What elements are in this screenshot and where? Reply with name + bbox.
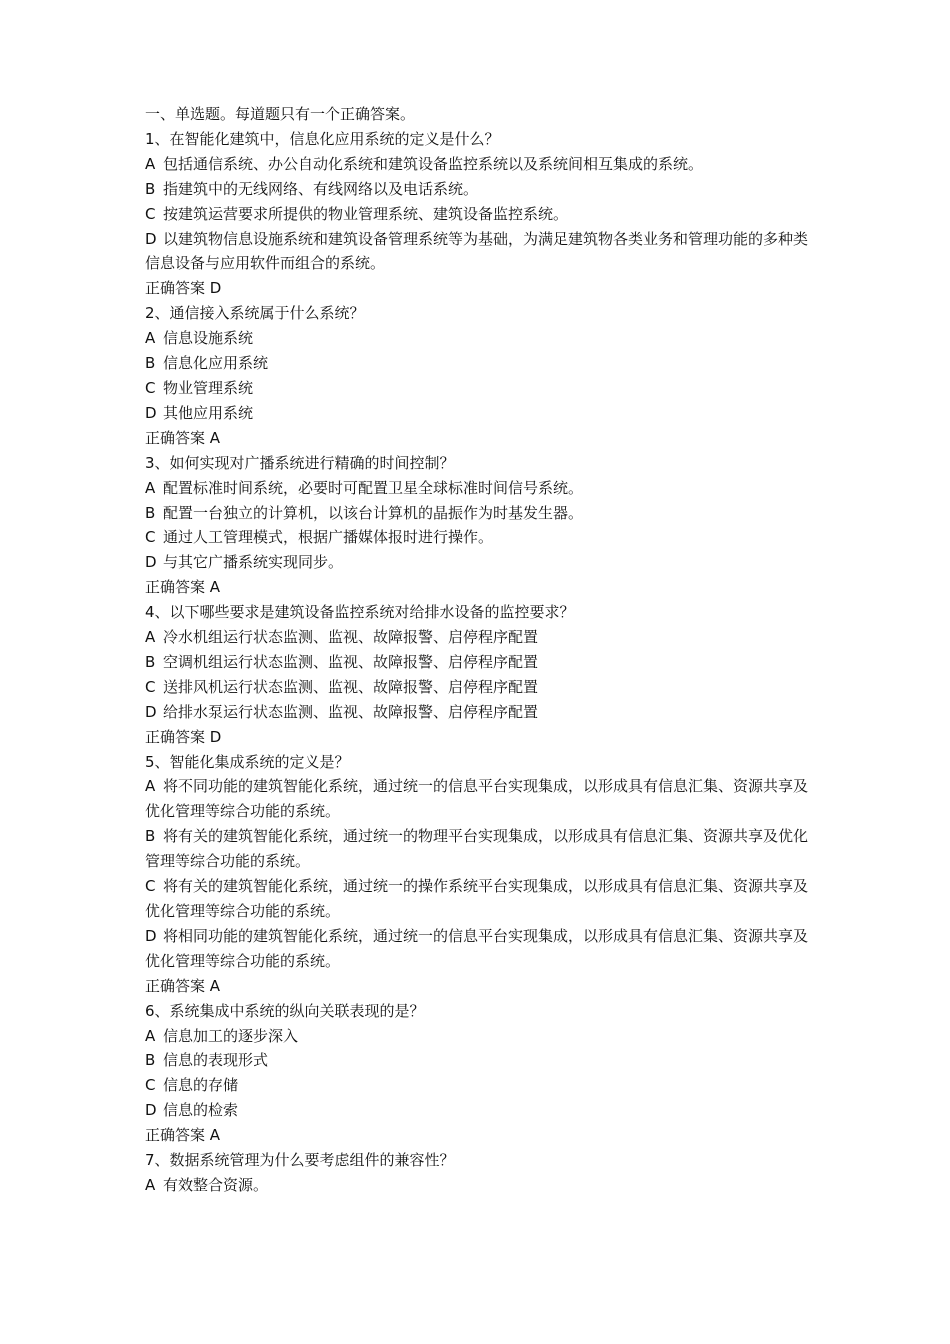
correct-answer-value: A: [209, 976, 221, 995]
correct-answer-value: A: [209, 428, 221, 447]
answer-option: [145, 924, 810, 974]
question-block: [145, 1148, 810, 1198]
option-letter: B: [145, 179, 156, 198]
option-letter: A: [145, 1026, 156, 1045]
question-block: [145, 600, 810, 749]
answer-option: [145, 874, 810, 924]
correct-answer-label: 正确答案: [145, 976, 206, 995]
option-letter: C: [145, 204, 156, 223]
answer-option: [145, 202, 810, 227]
option-letter: C: [145, 1076, 156, 1095]
question-stem: 4、以下哪些要求是建筑设备监控系统对给排水设备的监控要求？: [145, 603, 575, 622]
question-block: [145, 750, 810, 999]
answer-option: [145, 675, 810, 700]
option-text: 配置标准时间系统，必要时可配置卫星全球标准时间信号系统。: [163, 478, 584, 497]
correct-answer: [145, 575, 810, 600]
correct-answer: [145, 1123, 810, 1148]
option-text: 与其它广播系统实现同步。: [163, 553, 344, 572]
correct-answer-value: D: [209, 727, 222, 746]
section-title: 一、单选题。每道题只有一个正确答案。: [145, 105, 416, 123]
option-text: 指建筑中的无线网络、有线网络以及电话系统。: [163, 179, 479, 198]
document-body: [145, 102, 810, 1198]
option-letter: C: [145, 378, 156, 397]
correct-answer-label: 正确答案: [145, 727, 206, 746]
answer-option: [145, 1048, 810, 1073]
correct-answer-label: 正确答案: [145, 279, 206, 298]
answer-option: [145, 550, 810, 575]
answer-option: [145, 700, 810, 725]
option-text: 信息的存储: [163, 1076, 239, 1095]
option-text: 将有关的建筑智能化系统，通过统一的物理平台实现集成，以形成具有信息汇集、资源共享及优化管理等综合功能的系统。: [145, 827, 809, 871]
correct-answer: [145, 725, 810, 750]
answer-option: [145, 401, 810, 426]
correct-answer-label: 正确答案: [145, 428, 206, 447]
option-text: 冷水机组运行状态监测、监视、故障报警、启停程序配置: [163, 628, 539, 647]
option-text: 以建筑物信息设施系统和建筑设备管理系统等为基础，为满足建筑物各类业务和管理功能的多种类信息设备与应用软件而组合的系统。: [145, 229, 809, 273]
question-list: [145, 127, 810, 1198]
option-text: 将有关的建筑智能化系统，通过统一的操作系统平台实现集成，以形成具有信息汇集、资源共享及优化管理等综合功能的系统。: [145, 877, 809, 920]
option-letter: A: [145, 329, 156, 348]
option-text: 按建筑运营要求所提供的物业管理系统、建筑设备监控系统。: [163, 204, 569, 223]
answer-option: [145, 824, 810, 874]
option-text: 包括通信系统、办公自动化系统和建筑设备监控系统以及系统间相互集成的系统。: [163, 154, 704, 173]
question-stem: 3、如何实现对广播系统进行精确的时间控制？: [145, 453, 455, 472]
option-text: 信息的检索: [163, 1101, 239, 1120]
option-letter: A: [145, 1175, 156, 1194]
option-letter: A: [145, 628, 156, 647]
correct-answer: [145, 276, 810, 301]
answer-option: [145, 376, 810, 401]
option-letter: D: [145, 1101, 157, 1120]
option-letter: B: [145, 503, 156, 522]
option-letter: B: [145, 1051, 156, 1070]
option-text: 将相同功能的建筑智能化系统，通过统一的信息平台实现集成，以形成具有信息汇集、资源共享及优化管理等综合功能的系统。: [145, 926, 809, 970]
option-text: 配置一台独立的计算机，以该台计算机的晶振作为时基发生器。: [163, 503, 584, 522]
option-text: 信息加工的逐步深入: [163, 1026, 299, 1045]
answer-option: [145, 1024, 810, 1049]
question-block: [145, 451, 810, 600]
answer-option: [145, 625, 810, 650]
answer-option: [145, 525, 810, 550]
option-letter: A: [145, 478, 156, 497]
option-letter: A: [145, 777, 156, 796]
option-text: 信息化应用系统: [163, 354, 269, 373]
correct-answer: [145, 974, 810, 999]
option-letter: C: [145, 528, 156, 547]
answer-option: [145, 501, 810, 526]
option-text: 给排水泵运行状态监测、监视、故障报警、启停程序配置: [163, 702, 539, 721]
option-text: 将不同功能的建筑智能化系统，通过统一的信息平台实现集成，以形成具有信息汇集、资源共享及优化管理等综合功能的系统。: [145, 777, 809, 821]
answer-option: [145, 476, 810, 501]
option-text: 信息设施系统: [163, 329, 254, 348]
question-stem: 1、在智能化建筑中，信息化应用系统的定义是什么？: [145, 129, 500, 148]
option-letter: A: [145, 154, 156, 173]
correct-answer-value: A: [209, 578, 221, 597]
option-letter: D: [145, 926, 157, 945]
option-letter: D: [145, 229, 157, 248]
question-block: [145, 127, 810, 301]
answer-option: [145, 1098, 810, 1123]
correct-answer-value: A: [209, 1126, 221, 1145]
correct-answer-label: 正确答案: [145, 578, 206, 597]
answer-option: [145, 774, 810, 824]
answer-option: [145, 177, 810, 202]
option-text: 通过人工管理模式，根据广播媒体报时进行操作。: [163, 528, 494, 547]
answer-option: [145, 351, 810, 376]
option-text: 空调机组运行状态监测、监视、故障报警、启停程序配置: [163, 652, 539, 671]
option-text: 其他应用系统: [163, 403, 254, 422]
question-stem: 7、数据系统管理为什么要考虑组件的兼容性？: [145, 1151, 455, 1170]
answer-option: [145, 1173, 810, 1198]
option-text: 物业管理系统: [163, 378, 254, 397]
option-text: 有效整合资源。: [163, 1175, 269, 1194]
option-text: 送排风机运行状态监测、监视、故障报警、启停程序配置: [163, 677, 539, 696]
question-stem: 2、通信接入系统属于什么系统？: [145, 304, 365, 323]
correct-answer-value: D: [209, 279, 222, 298]
option-letter: C: [145, 877, 156, 896]
answer-option: [145, 152, 810, 177]
option-letter: D: [145, 702, 157, 721]
option-letter: C: [145, 677, 156, 696]
correct-answer-label: 正确答案: [145, 1126, 206, 1145]
question-block: [145, 999, 810, 1148]
answer-option: [145, 650, 810, 675]
answer-option: [145, 227, 810, 277]
question-stem: 6、系统集成中系统的纵向关联表现的是？: [145, 1001, 425, 1020]
question-stem: 5、智能化集成系统的定义是？: [145, 752, 350, 771]
option-letter: B: [145, 652, 156, 671]
option-letter: B: [145, 827, 156, 846]
option-letter: D: [145, 553, 157, 572]
correct-answer: [145, 426, 810, 451]
option-letter: D: [145, 403, 157, 422]
question-block: [145, 301, 810, 450]
answer-option: [145, 326, 810, 351]
option-text: 信息的表现形式: [163, 1051, 269, 1070]
option-letter: B: [145, 354, 156, 373]
answer-option: [145, 1073, 810, 1098]
